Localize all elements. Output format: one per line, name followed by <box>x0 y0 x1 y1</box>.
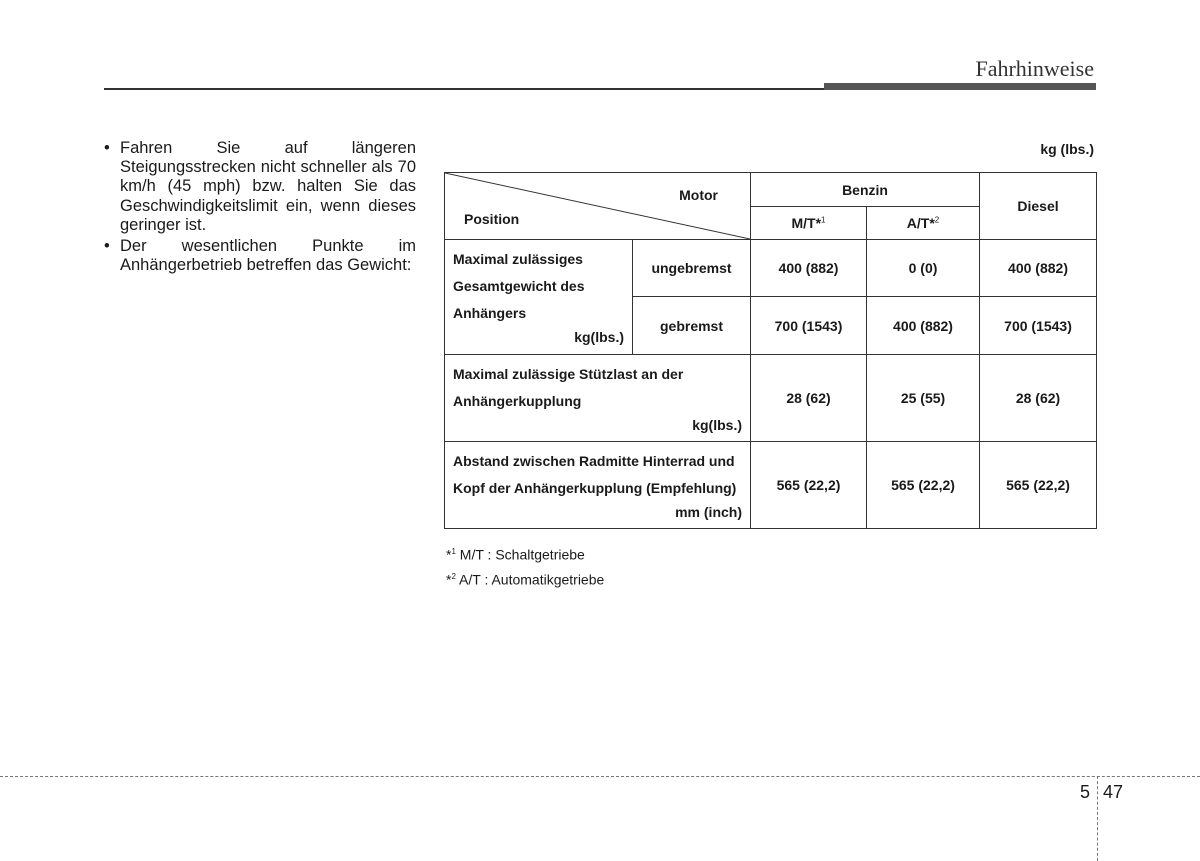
header-diesel: Diesel <box>980 173 1097 240</box>
footnotes <box>446 541 604 590</box>
cell-value: 565 (22,2) <box>867 442 980 529</box>
cell-value: 0 (0) <box>867 240 980 297</box>
bullet-item: • Der wesentlichen Punkte im Anhängerbetrieb betreffen das Gewicht: <box>104 237 416 275</box>
diagonal-divider <box>445 173 750 239</box>
cell-value: 700 (1543) <box>751 297 867 355</box>
bullet-list <box>104 139 416 277</box>
footnote: *$^2$ A/T : Automatikgetriebe <box>446 571 605 588</box>
header-diagonal-cell <box>445 173 751 240</box>
cell-value: 400 (882) <box>867 297 980 355</box>
row-label-abstand: Abstand zwischen Radmitte Hinterrad und Kopf der Anhängerkupplung (Empfehlung) mm (inch) <box>445 442 751 529</box>
footer-vertical-divider <box>1097 776 1098 861</box>
sub-label-ungebremst: ungebremst <box>633 240 751 297</box>
footnote: *$^1$ M/T : Schaltgetriebe <box>446 546 585 563</box>
page-header-title: Fahrhinweise <box>975 56 1094 81</box>
cell-value: 700 (1543) <box>980 297 1097 355</box>
cell-value: 28 (62) <box>980 355 1097 442</box>
chapter-number: 5 <box>1080 782 1091 802</box>
row-label-stuetzlast: Maximal zulässige Stützlast an der Anhängerkupplung kg(lbs.) <box>445 355 751 442</box>
header-motor: Motor <box>679 187 718 203</box>
cell-value: 28 (62) <box>751 355 867 442</box>
header-position: Position <box>464 211 520 227</box>
header-mt: M/T*$^1$ <box>751 207 867 240</box>
footer-divider <box>0 776 1200 777</box>
cell-value: 400 (882) <box>751 240 867 297</box>
cell-value: 400 (882) <box>980 240 1097 297</box>
header-at: A/T*$^2$ <box>867 207 980 240</box>
sub-label-gebremst: gebremst <box>633 297 751 355</box>
header-rule-accent <box>824 83 1096 90</box>
row-label-gesamtgewicht: Maximal zulässiges Gesamtgewicht des Anhängers kg(lbs.) <box>445 240 633 355</box>
header-benzin: Benzin <box>751 173 980 207</box>
cell-value: 565 (22,2) <box>751 442 867 529</box>
page-number: 47 <box>1103 782 1124 802</box>
trailer-weight-table <box>444 172 1097 529</box>
bullet-item: • Fahren Sie auf längeren Steigungsstrecken nicht schneller als 70 km/h (45 mph) bzw. halten Sie das Geschwindigkeitslimit ein, wenn dieses geringer ist. <box>104 139 416 235</box>
cell-value: 25 (55) <box>867 355 980 442</box>
table-unit-label: kg (lbs.) <box>1040 141 1094 157</box>
cell-value: 565 (22,2) <box>980 442 1097 529</box>
